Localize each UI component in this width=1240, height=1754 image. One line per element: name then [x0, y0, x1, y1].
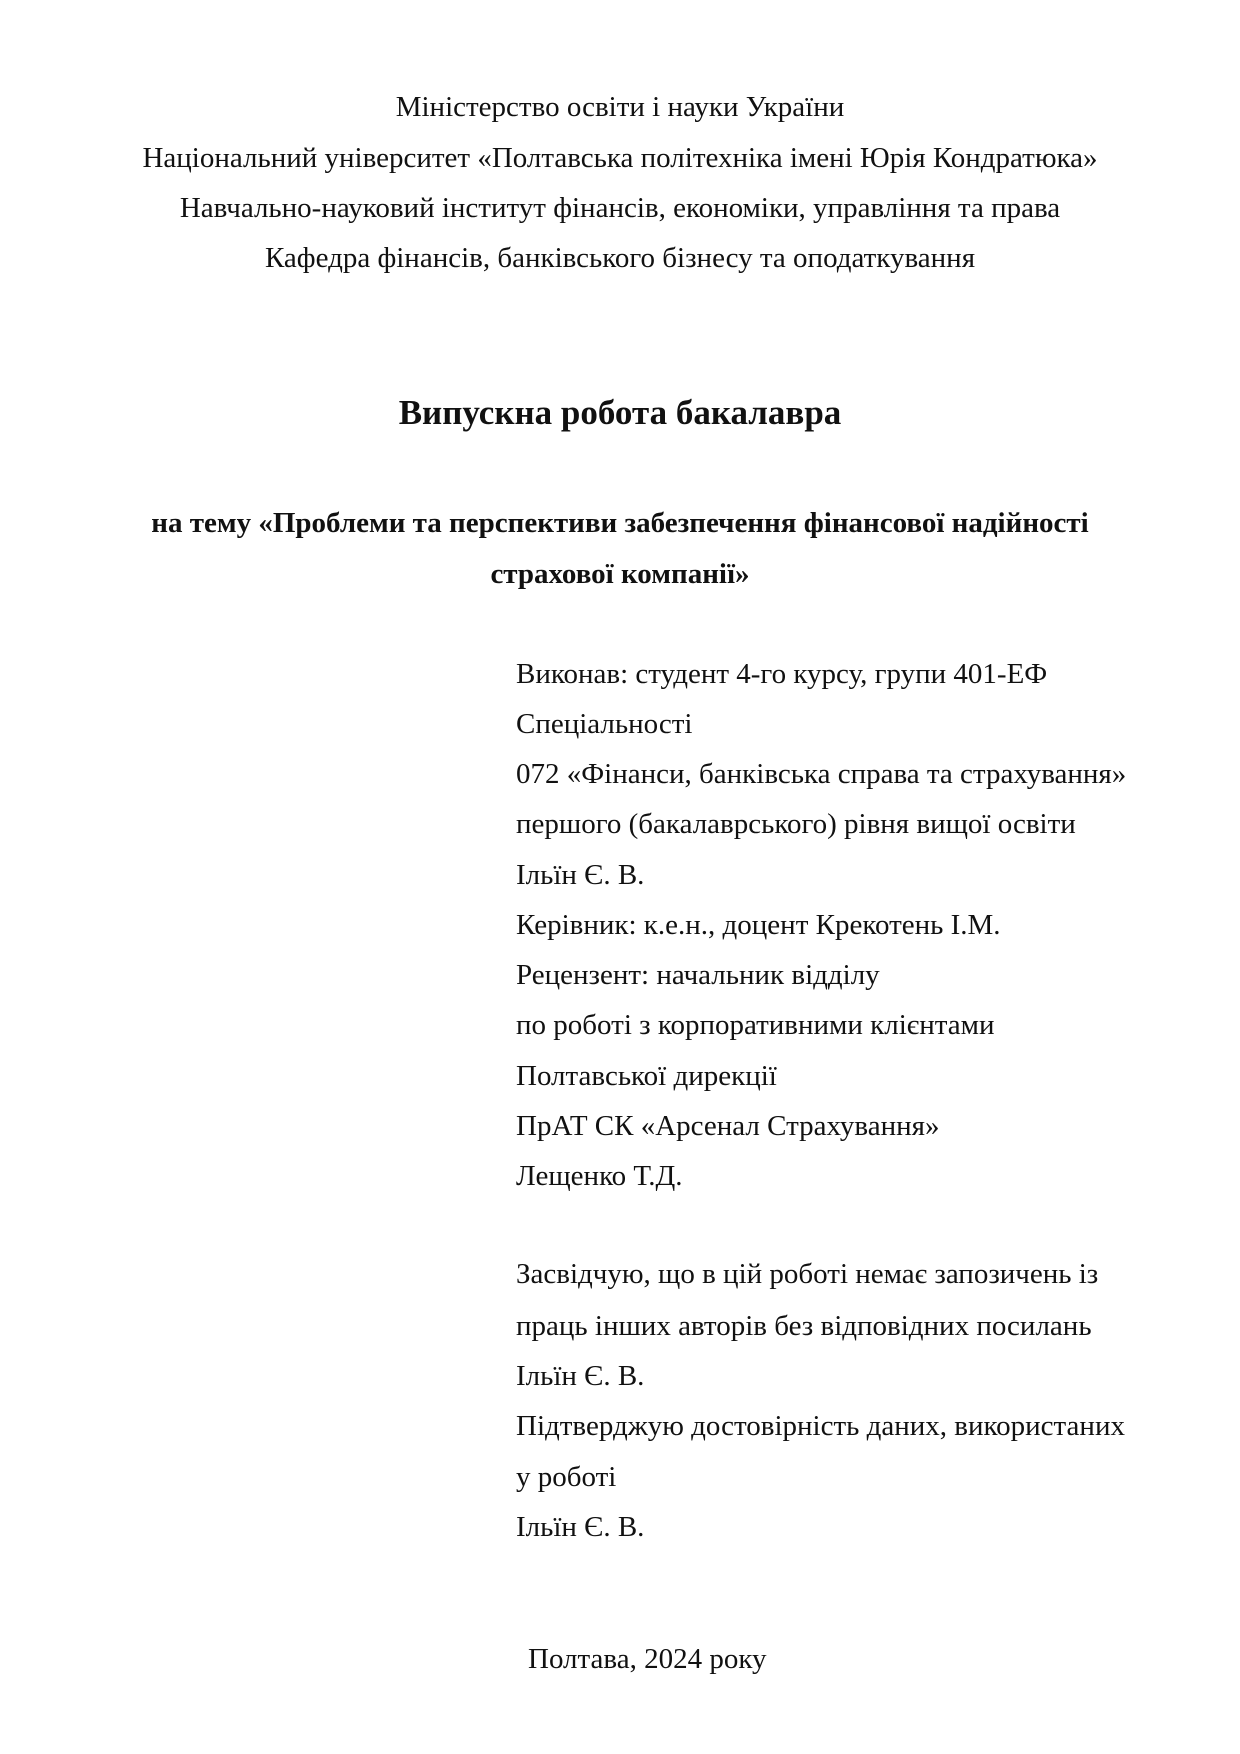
info-line: ПрАТ СК «Арсенал Страхування» — [516, 1110, 940, 1142]
footer-city-year: Полтава, 2024 року — [528, 1643, 767, 1675]
info-line: по роботі з корпоративними клієнтами — [516, 1009, 995, 1041]
info-line: Полтавської дирекції — [516, 1060, 777, 1092]
document-title: Випускна робота бакалавра — [398, 393, 842, 432]
info-line: першого (бакалаврського) рівня вищої освіти — [516, 808, 1076, 840]
info-line: Керівник: к.е.н., доцент Крекотень І.М. — [516, 909, 1001, 941]
declaration-line: у роботі — [516, 1461, 617, 1493]
info-line: Рецензент: начальник відділу — [516, 959, 880, 991]
declaration-line: Підтверджую достовірність даних, використаних — [516, 1410, 1125, 1442]
info-line: Ільїн Є. В. — [516, 859, 645, 891]
declaration-line: Ільїн Є. В. — [516, 1360, 645, 1392]
header-institute: Навчально-науковий інститут фінансів, економіки, управління та права — [179, 192, 1061, 224]
theme-line-1: на тему «Проблеми та перспективи забезпечення фінансової надійності — [151, 507, 1089, 539]
declaration-line: Ільїн Є. В. — [516, 1511, 645, 1543]
theme-line-2: страхової компанії» — [490, 558, 750, 590]
declaration-line: праць інших авторів без відповідних посилань — [516, 1310, 1092, 1342]
header-ministry: Міністерство освіти і науки України — [395, 91, 845, 123]
info-line: 072 «Фінанси, банківська справа та страхування» — [516, 758, 1127, 790]
info-line: Виконав: студент 4-го курсу, групи 401-ЕФ — [516, 658, 1048, 690]
header-university: Національний університет «Полтавська політехніка імені Юрія Кондратюка» — [142, 142, 1098, 174]
info-line: Лещенко Т.Д. — [516, 1160, 683, 1192]
info-line: Спеціальності — [516, 708, 693, 740]
declaration-line: Засвідчую, що в цій роботі немає запозичень із — [516, 1258, 1099, 1290]
header-department: Кафедра фінансів, банківського бізнесу та оподаткування — [264, 242, 976, 274]
